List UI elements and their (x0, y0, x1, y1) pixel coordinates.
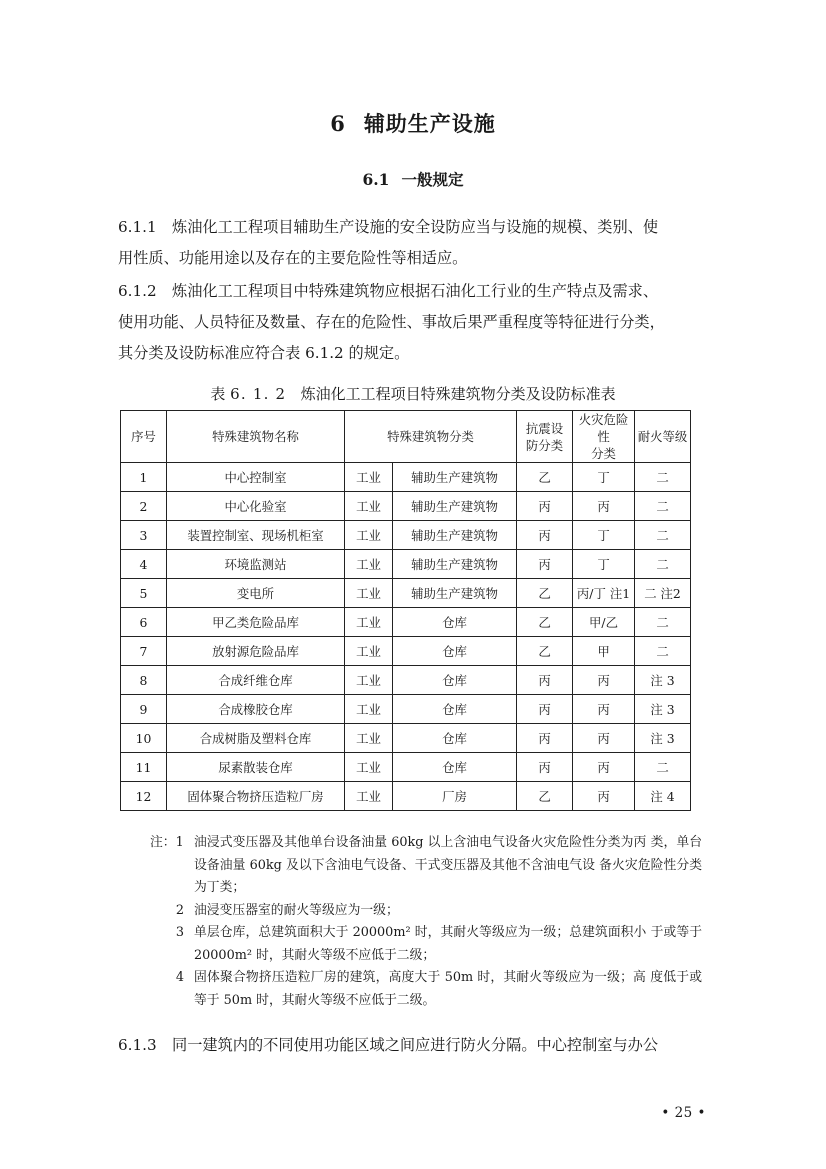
cell-no: 4 (121, 550, 167, 579)
paragraph-line: 炼油化工工程项目中特殊建筑物应根据石油化工行业的生产特点及需求、 (172, 282, 658, 300)
cell-fire: 丙 (573, 724, 635, 753)
table-header (121, 411, 691, 463)
header-fire-hazard-class (573, 411, 635, 463)
header-seismic-class (517, 411, 573, 463)
cell-resistance: 二 (635, 753, 691, 782)
cell-industry: 工业 (345, 666, 393, 695)
cell-no: 3 (121, 521, 167, 550)
cell-name: 中心化验室 (167, 492, 345, 521)
note-index: 3 (175, 925, 184, 940)
cell-name: 固体聚合物挤压造粒厂房 (167, 782, 345, 811)
cell-fire: 丁 (573, 463, 635, 492)
cell-seismic: 乙 (517, 608, 573, 637)
header-building-name: 特殊建筑物名称 (167, 411, 345, 463)
paragraph-6-1-2 (118, 276, 698, 369)
cell-seismic: 乙 (517, 637, 573, 666)
cell-resistance: 二 (635, 521, 691, 550)
section-heading (0, 168, 826, 190)
cell-industry: 工业 (345, 579, 393, 608)
note-item-2 (150, 900, 702, 923)
table-row (121, 782, 691, 811)
note-index: 2 (175, 902, 184, 918)
cell-resistance: 二 (635, 492, 691, 521)
note-line: 单层仓库，总建筑面积大于 20000m² 时，其耐火等级应为一级；总建筑面积小 (194, 925, 647, 940)
cell-industry: 工业 (345, 492, 393, 521)
cell-subclass: 仓库 (393, 637, 517, 666)
table-row (121, 666, 691, 695)
paragraph-line: 使用功能、人员特征及数量、存在的危险性、事故后果严重程度等特征进行分类， (118, 313, 665, 331)
cell-no: 10 (121, 724, 167, 753)
header-seismic-line2: 防分类 (525, 437, 564, 453)
cell-industry: 工业 (345, 637, 393, 666)
table-row (121, 753, 691, 782)
cell-subclass: 辅助生产建筑物 (393, 463, 517, 492)
cell-seismic: 丙 (517, 695, 573, 724)
note-line: 备火灾危险性分类为丁类； (194, 857, 702, 895)
table-caption-number: 6. 1. 2 (230, 385, 287, 403)
section-title-text: 一般规定 (401, 170, 464, 189)
cell-industry: 工业 (345, 608, 393, 637)
table-row (121, 550, 691, 579)
cell-seismic: 丙 (517, 550, 573, 579)
paragraph-6-1-1 (118, 212, 698, 274)
note-text (194, 922, 702, 967)
table-row (121, 724, 691, 753)
note-item-1 (150, 832, 702, 900)
cell-fire: 丙 (573, 782, 635, 811)
cell-subclass: 辅助生产建筑物 (393, 579, 517, 608)
chapter-heading (0, 108, 826, 138)
table-row (121, 492, 691, 521)
header-fire-resistance-rating: 耐火等级 (635, 411, 691, 463)
cell-no: 9 (121, 695, 167, 724)
cell-resistance: 二 (635, 608, 691, 637)
header-fire-line1: 火灾危险性 (578, 412, 629, 444)
cell-fire: 丙/丁 注1 (573, 579, 635, 608)
cell-no: 5 (121, 579, 167, 608)
note-line: 度低于或等于 50m 时，其耐火等级不应低于二级。 (194, 970, 702, 1008)
header-building-classification: 特殊建筑物分类 (345, 411, 517, 463)
chapter-number: 6 (330, 111, 346, 136)
table-row (121, 463, 691, 492)
cell-resistance: 注 3 (635, 695, 691, 724)
note-text (194, 967, 702, 1012)
note-line: 油浸变压器室的耐火等级应为一级； (194, 902, 399, 918)
cell-name: 装置控制室、现场机柜室 (167, 521, 345, 550)
cell-industry: 工业 (345, 550, 393, 579)
trailing-paragraph-block (118, 1030, 700, 1063)
note-line: 类，单台设备油量 60kg 及以下含油电气设备、干式变压器及其他不含油电气设 (194, 835, 703, 873)
table-caption-text: 炼油化工工程项目特殊建筑物分类及设防标准表 (300, 385, 616, 403)
cell-fire: 甲/乙 (573, 608, 635, 637)
cell-seismic: 丙 (517, 492, 573, 521)
cell-subclass: 辅助生产建筑物 (393, 550, 517, 579)
cell-industry: 工业 (345, 521, 393, 550)
table-header-row (121, 411, 691, 463)
cell-subclass: 仓库 (393, 724, 517, 753)
page-number-footer: • 25 • (661, 1105, 706, 1121)
cell-seismic: 乙 (517, 579, 573, 608)
cell-seismic: 丙 (517, 724, 573, 753)
cell-name: 合成橡胶仓库 (167, 695, 345, 724)
note-text (194, 900, 702, 923)
header-fire-line2: 分类 (591, 446, 616, 461)
cell-industry: 工业 (345, 724, 393, 753)
cell-name: 放射源危险品库 (167, 637, 345, 666)
cell-fire: 丙 (573, 753, 635, 782)
cell-resistance: 二 注2 (635, 579, 691, 608)
chapter-title-text: 辅助生产设施 (363, 111, 496, 136)
cell-seismic: 丙 (517, 753, 573, 782)
cell-resistance: 注 3 (635, 666, 691, 695)
note-text (194, 832, 702, 900)
cell-name: 合成纤维仓库 (167, 666, 345, 695)
note-index: 4 (175, 970, 184, 985)
paragraph-line: 同一建筑内的不同使用功能区域之间应进行防火分隔。中心控制室与办公 (172, 1036, 658, 1054)
note-item-4 (150, 967, 702, 1012)
cell-subclass: 厂房 (393, 782, 517, 811)
table-row (121, 579, 691, 608)
header-no: 序号 (121, 411, 167, 463)
table-caption-prefix: 表 (210, 385, 226, 403)
special-buildings-table-wrapper (120, 410, 690, 811)
table-row (121, 521, 691, 550)
cell-resistance: 二 (635, 463, 691, 492)
cell-name: 甲乙类危险品库 (167, 608, 345, 637)
cell-industry: 工业 (345, 463, 393, 492)
cell-no: 1 (121, 463, 167, 492)
note-line: 油浸式变压器及其他单台设备油量 60kg 以上含油电气设备火灾危险性分类为丙 (194, 835, 647, 850)
paragraph-6-1-3 (118, 1030, 700, 1061)
body-paragraphs (118, 212, 698, 371)
cell-no: 7 (121, 637, 167, 666)
cell-fire: 甲 (573, 637, 635, 666)
cell-fire: 丙 (573, 695, 635, 724)
cell-resistance: 二 (635, 550, 691, 579)
cell-no: 2 (121, 492, 167, 521)
paragraph-line: 其分类及设防标准应符合表 6.1.2 的规定。 (118, 344, 410, 362)
cell-subclass: 仓库 (393, 695, 517, 724)
cell-fire: 丙 (573, 666, 635, 695)
paragraph-label: 6.1.1 (118, 218, 157, 236)
cell-resistance: 注 4 (635, 782, 691, 811)
cell-name: 变电所 (167, 579, 345, 608)
cell-subclass: 仓库 (393, 753, 517, 782)
cell-industry: 工业 (345, 782, 393, 811)
cell-industry: 工业 (345, 753, 393, 782)
cell-no: 8 (121, 666, 167, 695)
special-buildings-table (120, 410, 691, 811)
paragraph-label: 6.1.3 (118, 1036, 157, 1054)
cell-seismic: 乙 (517, 463, 573, 492)
table-caption (0, 383, 826, 404)
cell-subclass: 辅助生产建筑物 (393, 492, 517, 521)
cell-resistance: 二 (635, 637, 691, 666)
section-number: 6.1 (362, 170, 390, 189)
cell-subclass: 仓库 (393, 608, 517, 637)
cell-name: 中心控制室 (167, 463, 345, 492)
cell-subclass: 辅助生产建筑物 (393, 521, 517, 550)
table-row (121, 695, 691, 724)
cell-resistance: 注 3 (635, 724, 691, 753)
table-notes (150, 832, 702, 1012)
note-line: 固体聚合物挤压造粒厂房的建筑，高度大于 50m 时，其耐火等级应为一级；高 (194, 970, 647, 985)
note-line: 于或等于 20000m² 时，其耐火等级不应低于二级； (194, 925, 703, 963)
paragraph-line: 用性质、功能用途以及存在的主要危险性等相适应。 (118, 249, 468, 267)
cell-no: 6 (121, 608, 167, 637)
table-body (121, 463, 691, 811)
cell-seismic: 丙 (517, 521, 573, 550)
cell-name: 环境监测站 (167, 550, 345, 579)
table-row (121, 608, 691, 637)
cell-fire: 丙 (573, 492, 635, 521)
header-seismic-line1: 抗震设 (525, 420, 564, 436)
paragraph-line: 炼油化工工程项目辅助生产设施的安全设防应当与设施的规模、类别、使 (172, 218, 658, 236)
note-item-3 (150, 922, 702, 967)
cell-fire: 丁 (573, 521, 635, 550)
table-row (121, 637, 691, 666)
cell-seismic: 乙 (517, 782, 573, 811)
paragraph-label: 6.1.2 (118, 282, 157, 300)
cell-fire: 丁 (573, 550, 635, 579)
note-label: 注：1 (150, 835, 184, 850)
cell-subclass: 仓库 (393, 666, 517, 695)
cell-seismic: 丙 (517, 666, 573, 695)
cell-name: 尿素散装仓库 (167, 753, 345, 782)
cell-no: 11 (121, 753, 167, 782)
cell-name: 合成树脂及塑料仓库 (167, 724, 345, 753)
cell-no: 12 (121, 782, 167, 811)
cell-industry: 工业 (345, 695, 393, 724)
